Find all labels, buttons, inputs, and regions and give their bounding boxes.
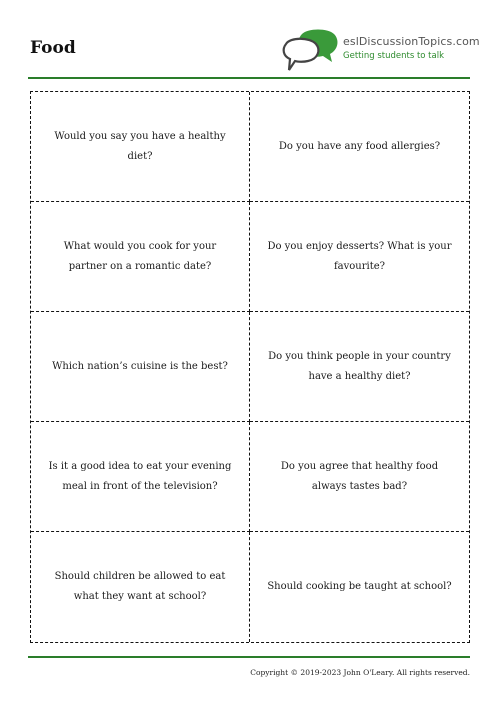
question-card: What would you cook for your partner on a romantic date? — [31, 202, 250, 312]
question-card: Should cooking be taught at school? — [267, 581, 452, 592]
question-card: Should children be allowed to eat what they want at school? — [31, 532, 250, 642]
page-title: Food — [30, 38, 76, 58]
question-card: Is it a good idea to eat your evening meal in front of the television? — [31, 422, 250, 532]
logo-tagline: Getting students to talk — [343, 51, 445, 61]
copyright-notice: Copyright © 2019-2023 John O'Leary. All rights reserved. — [250, 668, 470, 677]
question-card: Would you say you have a healthy diet? — [31, 92, 250, 202]
footer-divider — [28, 656, 470, 658]
question-card: Do you agree that healthy food always tastes bad? — [250, 422, 469, 532]
question-card: Which nation’s cuisine is the best? — [31, 312, 250, 422]
question-card: Do you enjoy desserts? What is your favourite? — [250, 202, 469, 312]
question-card-grid — [30, 91, 470, 643]
speech-bubbles-icon — [280, 28, 342, 72]
site-logo — [280, 28, 480, 72]
question-card: Do you have any food allergies? — [250, 92, 469, 202]
question-card: Do you think people in your country have a healthy diet? — [250, 312, 469, 422]
header-divider — [28, 77, 470, 79]
logo-site-name: eslDiscussionTopics.com — [343, 35, 480, 48]
